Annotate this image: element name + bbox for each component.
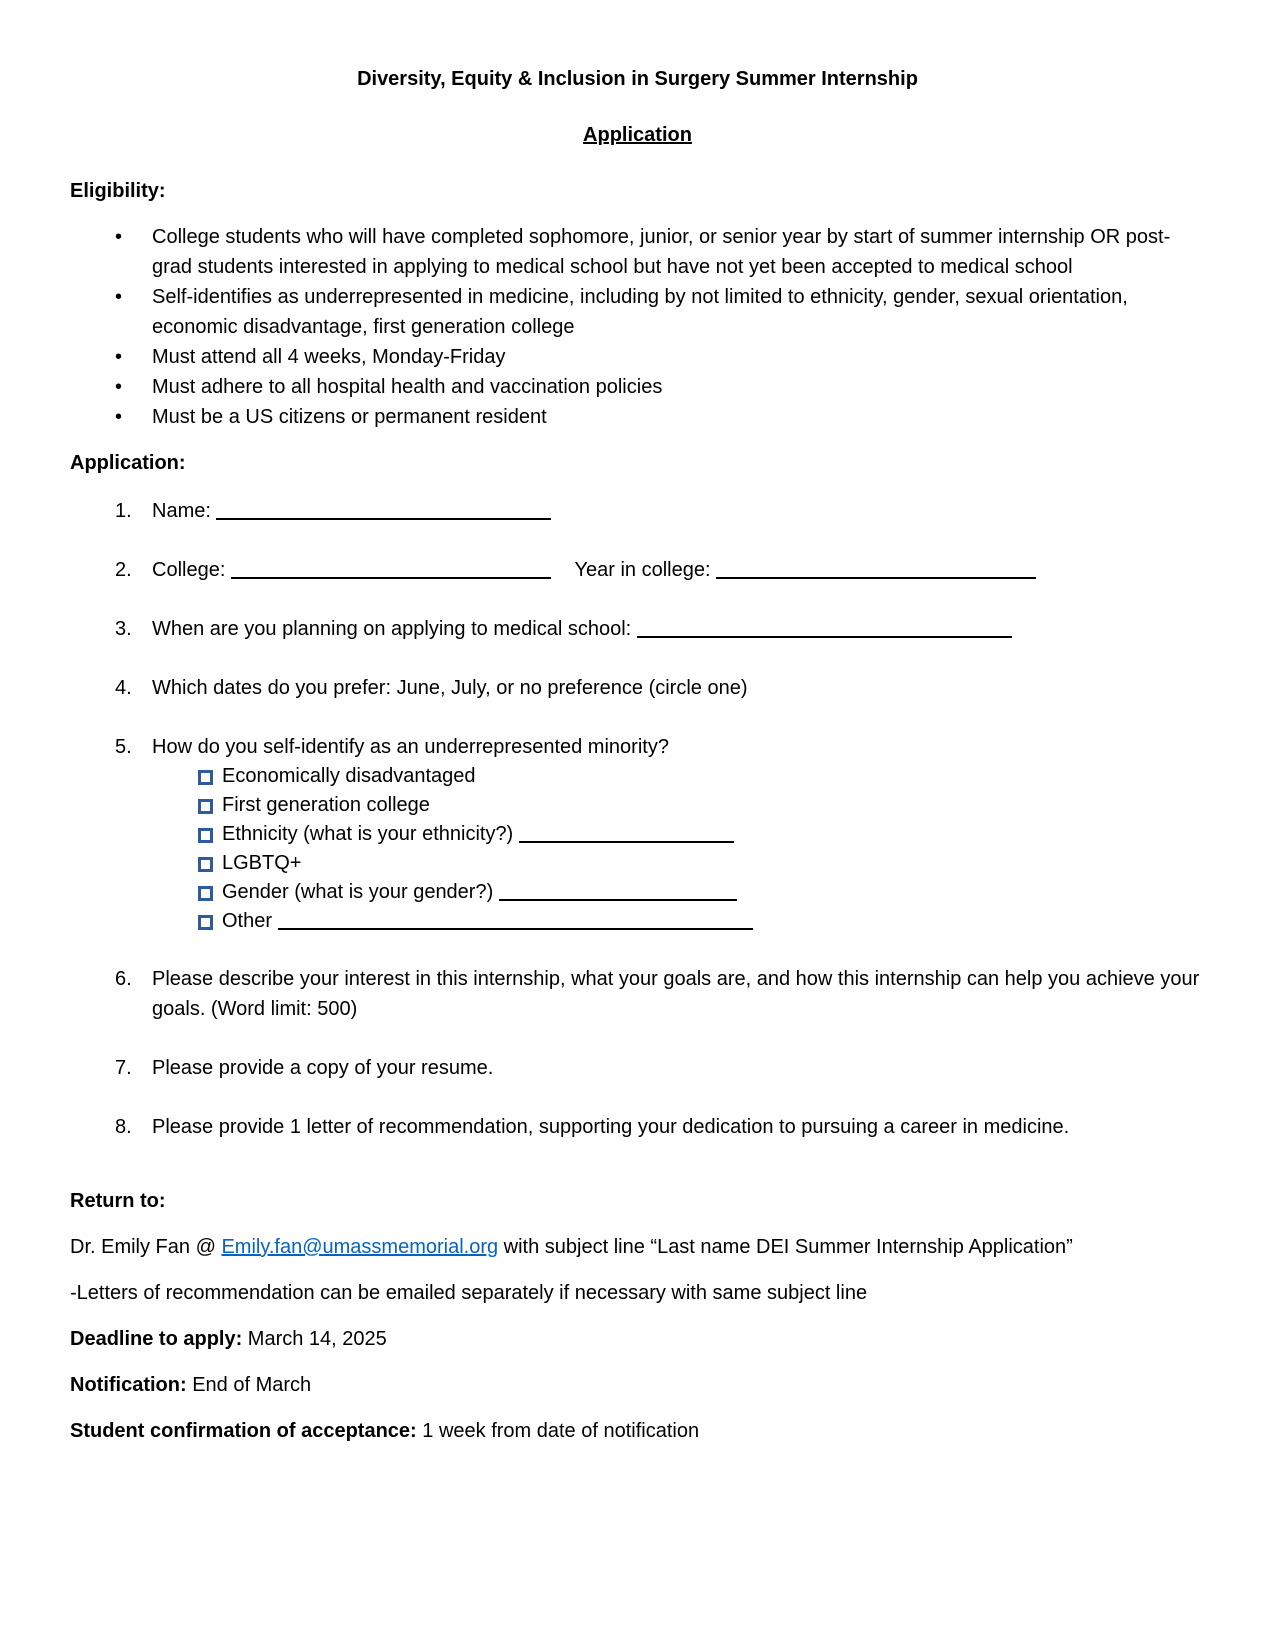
option-first-generation-college — [198, 791, 1205, 820]
question-self-identify — [70, 732, 1205, 762]
option-gender — [198, 878, 1205, 907]
other-blank[interactable] — [278, 916, 753, 930]
eligibility-item-text: College students who will have completed sophomore, junior, or senior year by start of summer internship OR post-grad students interested in applying to medical school but have not yet been accepted to medical school — [152, 226, 1171, 278]
question-name — [70, 496, 1205, 526]
interest-label: Please describe your interest in this internship, what your goals are, and how this internship can help you achieve your goals. (Word limit: 500) — [152, 968, 1200, 1020]
name-blank[interactable] — [216, 506, 551, 520]
self-identify-label: How do you self-identify as an underrepresented minority? — [152, 736, 669, 758]
email-link[interactable]: Emily.fan@umassmemorial.org — [221, 1236, 499, 1258]
question-med-school — [70, 614, 1205, 644]
eligibility-item-text: Must attend all 4 weeks, Monday-Friday — [152, 346, 506, 368]
self-identify-options — [198, 762, 1205, 936]
gender-blank[interactable] — [499, 887, 737, 901]
eligibility-item-text: Self-identifies as underrepresented in medicine, including by not limited to ethnicity, gender, sexual orientation, economic disadvantage, first generation college — [152, 286, 1128, 338]
checkbox-lgbtq[interactable] — [198, 857, 213, 872]
checkbox-first-generation-college[interactable] — [198, 799, 213, 814]
ethnicity-blank[interactable] — [519, 829, 734, 843]
question-dates — [70, 673, 1205, 703]
name-label: Name: — [152, 500, 211, 522]
deadline-value: March 14, 2025 — [242, 1328, 387, 1350]
question-number: 4. — [115, 677, 132, 699]
letters-note: -Letters of recommendation can be emailed separately if necessary with same subject line — [70, 1282, 868, 1304]
option-label: LGBTQ+ — [222, 852, 302, 874]
notification-value: End of March — [186, 1374, 312, 1396]
checkbox-ethnicity[interactable] — [198, 828, 213, 843]
question-college — [70, 555, 1205, 585]
option-other — [198, 907, 1205, 936]
checkbox-economically-disadvantaged[interactable] — [198, 770, 213, 785]
confirmation-value: 1 week from date of notification — [416, 1420, 700, 1442]
eligibility-item-text: Must be a US citizens or permanent resident — [152, 406, 547, 428]
med-school-label: When are you planning on applying to medical school: — [152, 618, 632, 640]
eligibility-item — [70, 402, 1205, 432]
question-recommendation — [70, 1112, 1205, 1142]
contact-suffix: with subject line “Last name DEI Summer Internship Application” — [498, 1236, 1073, 1258]
college-label: College: — [152, 559, 226, 581]
dates-label: Which dates do you prefer: June, July, or no preference (circle one) — [152, 677, 748, 699]
document-title: Diversity, Equity & Inclusion in Surgery Summer Internship — [357, 68, 918, 90]
option-label: Ethnicity (what is your ethnicity?) — [222, 823, 514, 845]
med-school-blank[interactable] — [637, 624, 1012, 638]
question-number: 7. — [115, 1057, 132, 1079]
return-to-heading: Return to: — [70, 1190, 166, 1212]
confirmation-label: Student confirmation of acceptance: — [70, 1420, 417, 1442]
option-ethnicity — [198, 820, 1205, 849]
question-number: 2. — [115, 559, 132, 581]
eligibility-list — [70, 222, 1205, 432]
resume-label: Please provide a copy of your resume. — [152, 1057, 494, 1079]
recommendation-label: Please provide 1 letter of recommendation, supporting your dedication to pursuing a career in medicine. — [152, 1116, 1070, 1138]
question-number: 5. — [115, 736, 132, 758]
contact-line — [70, 1232, 1205, 1262]
checkbox-gender[interactable] — [198, 886, 213, 901]
deadline-label: Deadline to apply: — [70, 1328, 243, 1350]
bullet-icon: • — [115, 406, 123, 428]
question-interest — [70, 964, 1205, 1024]
deadline-line — [70, 1324, 1205, 1354]
year-in-college-blank[interactable] — [716, 565, 1036, 579]
year-in-college-label: Year in college: — [574, 559, 711, 581]
checkbox-other[interactable] — [198, 915, 213, 930]
eligibility-heading: Eligibility: — [70, 180, 166, 202]
eligibility-item — [70, 222, 1205, 282]
question-resume — [70, 1053, 1205, 1083]
question-number: 8. — [115, 1116, 132, 1138]
bullet-icon: • — [115, 286, 123, 308]
option-label: Gender (what is your gender?) — [222, 881, 494, 903]
college-blank[interactable] — [231, 565, 551, 579]
question-number: 1. — [115, 500, 132, 522]
option-lgbtq — [198, 849, 1205, 878]
contact-prefix: Dr. Emily Fan @ — [70, 1236, 222, 1258]
eligibility-item — [70, 342, 1205, 372]
bullet-icon: • — [115, 226, 123, 248]
question-number: 3. — [115, 618, 132, 640]
notification-label: Notification: — [70, 1374, 187, 1396]
option-label: First generation college — [222, 794, 430, 816]
notification-line — [70, 1370, 1205, 1400]
document-subtitle: Application — [583, 124, 692, 146]
eligibility-item — [70, 282, 1205, 342]
eligibility-item-text: Must adhere to all hospital health and vaccination policies — [152, 376, 663, 398]
option-label: Other — [222, 910, 273, 932]
option-economically-disadvantaged — [198, 762, 1205, 791]
bullet-icon: • — [115, 376, 123, 398]
bullet-icon: • — [115, 346, 123, 368]
question-number: 6. — [115, 968, 132, 990]
eligibility-item — [70, 372, 1205, 402]
option-label: Economically disadvantaged — [222, 765, 476, 787]
application-heading: Application: — [70, 452, 186, 474]
confirmation-line — [70, 1416, 1205, 1446]
